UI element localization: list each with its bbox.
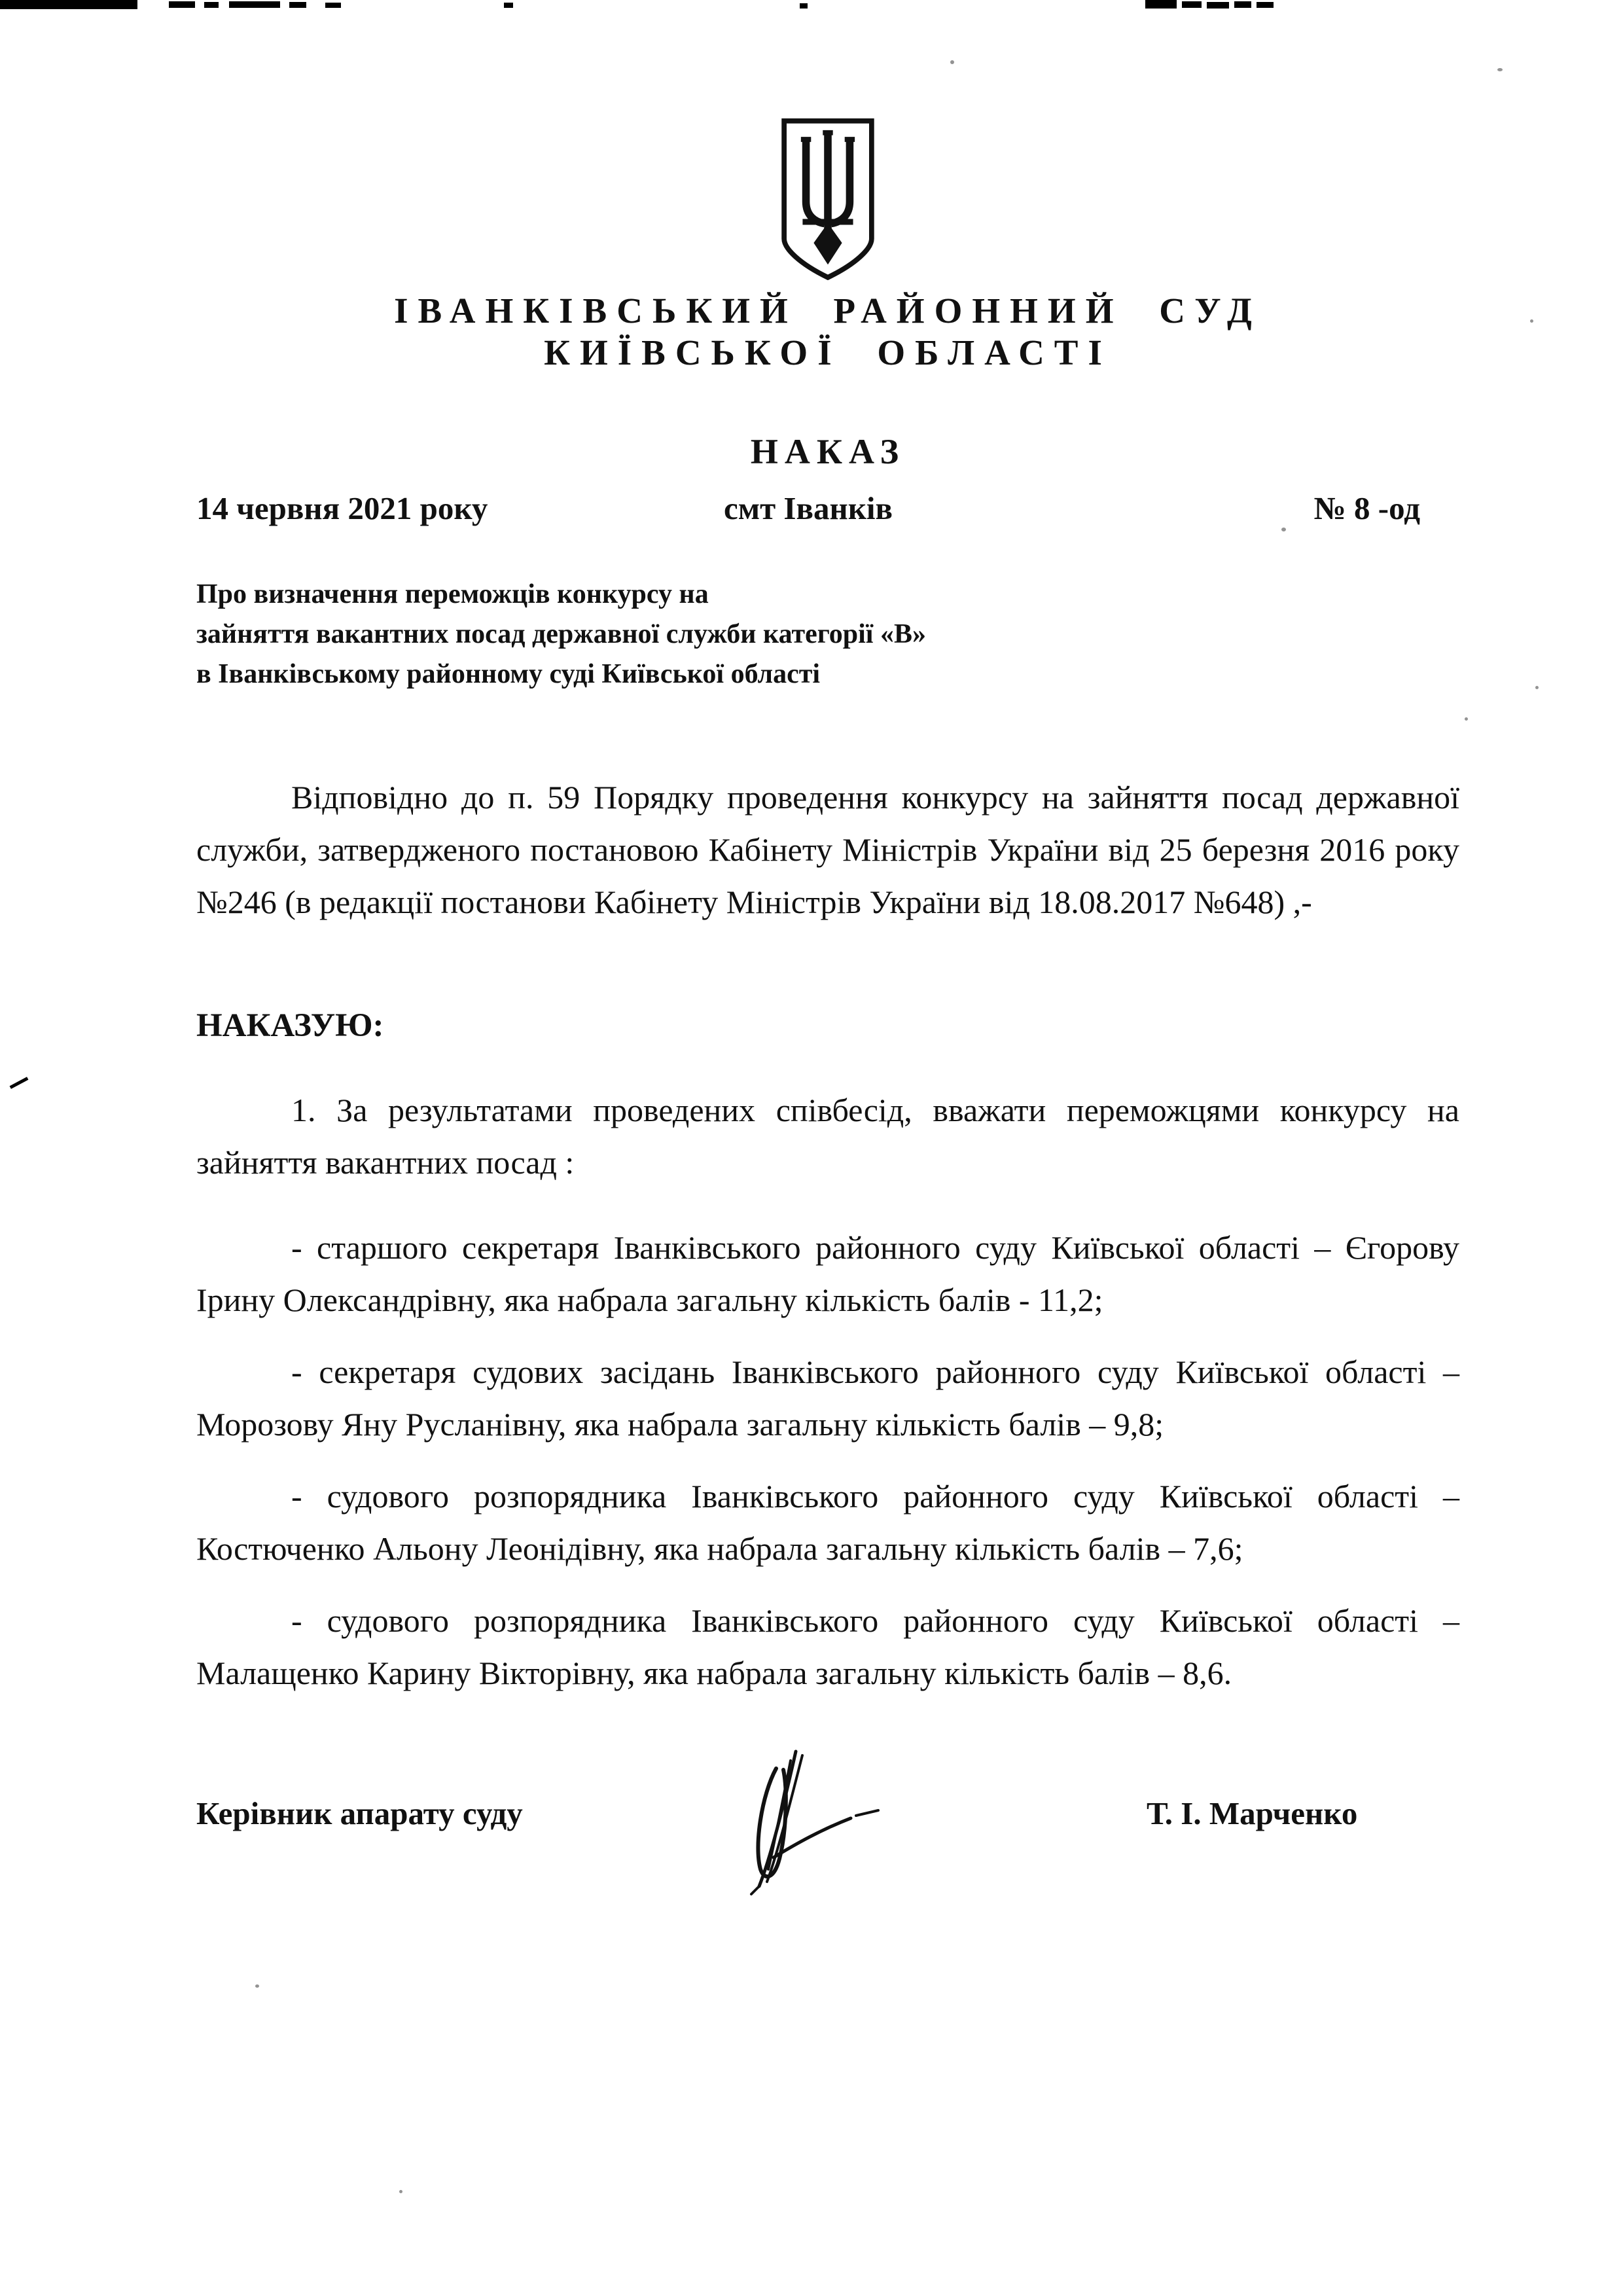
scan-artifact bbox=[1145, 0, 1177, 9]
winner-paragraph: - секретаря судових засідань Іванківського районного суду Київської області – Морозову Яну Русланівну, яка набрала загальну кількість балів – 9,8; bbox=[196, 1354, 1459, 1443]
scan-artifact bbox=[169, 1, 195, 8]
scan-artifact bbox=[325, 3, 341, 8]
order-date: 14 червня 2021 року bbox=[196, 490, 488, 526]
court-name-line1: ІВАНКІВСЬКИЙ РАЙОННИЙ СУД bbox=[394, 291, 1262, 331]
scan-artifact bbox=[800, 3, 808, 9]
scan-speck bbox=[1497, 68, 1503, 71]
tryzub-coat-of-arms-icon bbox=[777, 116, 879, 281]
winner-paragraph: - судового розпорядника Іванківського районного суду Київської області – Малащенко Карину Вікторівну, яка набрала загальну кількість балів – 8,6. bbox=[196, 1602, 1459, 1691]
scan-speck bbox=[1535, 686, 1539, 689]
scan-artifact bbox=[1257, 2, 1274, 8]
winner-paragraph: - старшого секретаря Іванківського районного суду Київської області – Єгорову Ірину Олександрівну, яка набрала загальну кількість балів - 11,2; bbox=[196, 1229, 1459, 1318]
scan-speck bbox=[1465, 717, 1468, 721]
subject-line2: зайняття вакантних посад державної служби категорії «В» bbox=[196, 619, 926, 649]
winner-paragraph: - судового розпорядника Іванківського районного суду Київської області – Костюченко Альону Леонідівну, яка набрала загальну кількість балів – 7,6; bbox=[196, 1478, 1459, 1567]
scan-artifact bbox=[289, 2, 306, 8]
scan-artifact bbox=[504, 3, 513, 8]
document-header bbox=[196, 116, 1459, 472]
scan-speck bbox=[1281, 528, 1286, 531]
signer-title: Керівник апарату суду bbox=[196, 1795, 523, 1831]
scan-artifact bbox=[1207, 2, 1229, 9]
preamble-paragraph: Відповідно до п. 59 Порядку проведення конкурсу на зайняття посад державної служби, затвердженого постановою Кабінету Міністрів України від 25 березня 2016 року №246 (в редакції постанови Кабінету Міністрів України від 18.08.2017 №648) ,- bbox=[196, 779, 1459, 920]
court-name-line2: КИЇВСЬКОЇ ОБЛАСТІ bbox=[544, 332, 1112, 372]
order-verb: НАКАЗУЮ: bbox=[196, 1007, 384, 1044]
order-place: смт Іванків bbox=[723, 490, 893, 526]
scan-artifact bbox=[229, 1, 280, 8]
court-name bbox=[196, 290, 1459, 374]
date-line bbox=[196, 490, 1459, 527]
scan-speck bbox=[1530, 319, 1533, 323]
order-item-1: 1. За результатами проведених співбесід, вважати переможцями конкурсу на зайняття вакантних посад : bbox=[196, 1092, 1459, 1181]
handwritten-signature bbox=[734, 1746, 924, 1897]
scan-artifact bbox=[1182, 1, 1202, 8]
subject-line3: в Іванківському районному суді Київської області bbox=[196, 659, 821, 689]
scan-artifact bbox=[10, 1077, 29, 1088]
scan-artifact bbox=[0, 0, 137, 9]
scan-speck bbox=[255, 1984, 259, 1988]
scan-artifact bbox=[204, 2, 219, 8]
signer-name: Т. І. Марченко bbox=[1147, 1795, 1358, 1831]
order-subject bbox=[196, 575, 1217, 694]
scan-speck bbox=[399, 2190, 402, 2193]
document-type-title: НАКАЗ bbox=[750, 432, 906, 471]
scan-speck bbox=[950, 60, 954, 64]
order-number: № 8 -од bbox=[1313, 490, 1420, 526]
scan-artifact bbox=[1234, 1, 1251, 8]
subject-line1: Про визначення переможців конкурсу на bbox=[196, 579, 709, 609]
